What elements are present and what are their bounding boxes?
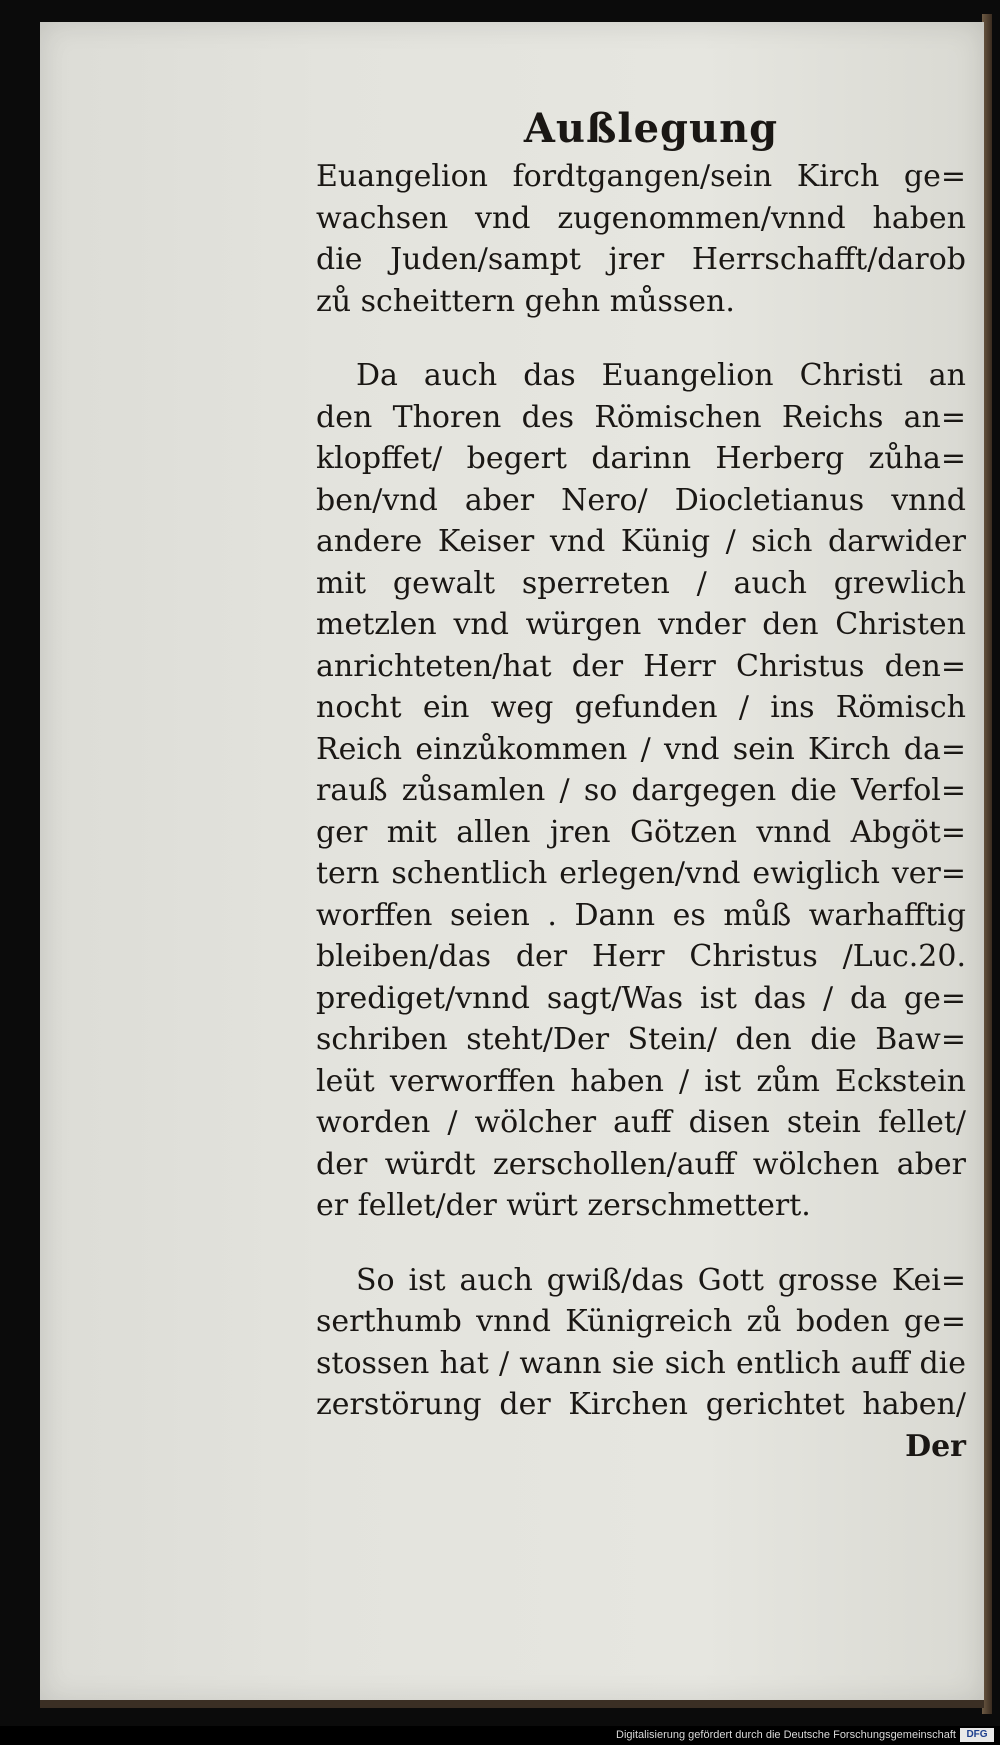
text-line: serthumb vnnd Künigreich zů boden ge= <box>316 1304 966 1339</box>
text-line: ben/vnd aber Nero/ Diocletianus vnnd <box>316 482 966 518</box>
digitization-credit: Digitalisierung gefördert durch die Deutsche Forschungsgemeinschaft <box>616 1729 956 1741</box>
text-line: mit gewalt sperreten / auch grewlich <box>316 565 966 601</box>
running-head: Außlegung <box>523 105 779 152</box>
text-line: nocht ein weg gefunden / ins Römisch <box>316 690 966 725</box>
text-line: den Thoren des Römischen Reichs an= <box>316 399 966 435</box>
text-line: leüt verworffen haben / ist zům Eckstein <box>316 1063 966 1099</box>
text-line: andere Keiser vnd Künig / sich darwider <box>316 524 966 559</box>
paragraph-1 <box>316 156 966 322</box>
text-line: So ist auch gwiß/das Gott grosse Kei= <box>356 1262 966 1298</box>
text-line: metzlen vnd würgen vnder den Christen <box>316 607 966 642</box>
text-line: die Juden/sampt jrer Herrschafft/darob <box>316 242 966 277</box>
paragraph-spacer <box>316 322 966 355</box>
text-line: wachsen vnd zugenommen/vnnd haben <box>316 200 966 236</box>
text-line: Euangelion fordtgangen/sein Kirch ge= <box>316 159 966 194</box>
text-line: bleiben/das der Herr Christus /Luc.20. <box>316 939 966 974</box>
text-line: ger mit allen jren Götzen vnnd Abgöt= <box>316 814 966 850</box>
catchword: Der <box>905 1428 966 1464</box>
text-line: prediget/vnnd sagt/Was ist das / da ge= <box>316 980 966 1016</box>
text-line: worden / wölcher auff disen stein fellet/ <box>316 1105 966 1140</box>
page-text-block <box>316 105 966 1467</box>
paragraph-spacer <box>316 1227 966 1260</box>
page-edge-bottom <box>40 1700 984 1708</box>
text-line: Da auch das Euangelion Christi an <box>356 358 966 393</box>
text-line: tern schentlich erlegen/vnd ewiglich ver= <box>316 856 966 891</box>
text-line: klopffet/ begert darinn Herberg zůha= <box>316 441 966 476</box>
paragraph-3 <box>316 1260 966 1426</box>
text-line: Reich einzůkommen / vnd sein Kirch da= <box>316 731 966 767</box>
text-line: rauß zůsamlen / so dargegen die Verfol= <box>316 773 966 808</box>
dfg-logo: DFG <box>960 1728 994 1742</box>
text-line: zerstörung der Kirchen gerichtet haben/ <box>316 1387 966 1422</box>
text-line: stossen hat / wann sie sich entlich auff die <box>316 1345 966 1381</box>
text-line: anrichteten/hat der Herr Christus den= <box>316 648 966 684</box>
paragraph-2 <box>316 355 966 1227</box>
text-line: worffen seien . Dann es můß warhafftig <box>316 897 966 933</box>
text-line: der würdt zerschollen/auff wölchen aber <box>316 1146 966 1182</box>
text-line: schriben steht/Der Stein/ den die Baw= <box>316 1022 966 1057</box>
text-line: zů scheittern gehn můssen. <box>316 283 735 319</box>
text-line: er fellet/der würt zerschmettert. <box>316 1188 811 1223</box>
